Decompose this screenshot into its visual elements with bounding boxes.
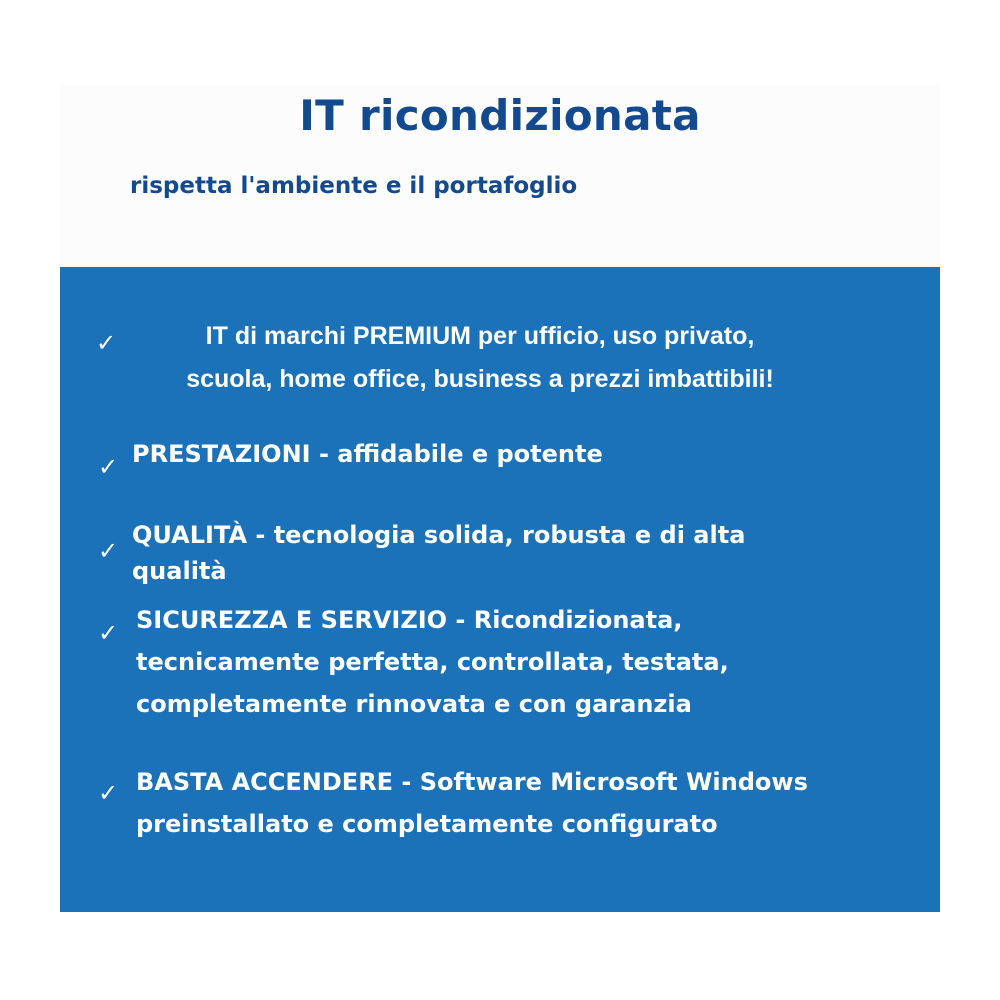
check-icon: ✓ [96,329,117,357]
feature-text [136,599,729,725]
feature-line: completamente rinnovata e con garanzia [136,690,692,718]
feature-text [132,433,603,475]
feature-line: tecnicamente perfetta, controllata, testata, [136,648,729,676]
feature-line: scuola, home office, business a prezzi imbattibili! [186,365,774,393]
check-icon: ✓ [98,537,119,565]
feature-line: BASTA ACCENDERE - Software Microsoft Windows [136,768,808,796]
page-title: IT ricondizionata [299,91,701,140]
header [60,85,940,267]
feature-line: QUALITÀ - tecnologia solida, robusta e di alta [132,521,746,549]
feature-line: qualità [132,557,227,585]
feature-text [136,761,808,845]
check-icon: ✓ [98,779,119,807]
feature-line: PRESTAZIONI - affidabile e potente [132,440,603,468]
features-panel [60,267,940,912]
feature-text [132,517,745,589]
feature-line: preinstallato e completamente configurato [136,810,718,838]
feature-text [130,315,830,401]
check-icon: ✓ [98,453,119,481]
feature-line: IT di marchi PREMIUM per ufficio, uso privato, [205,322,755,350]
feature-line: SICUREZZA E SERVIZIO - Ricondizionata, [136,606,683,634]
check-icon: ✓ [98,619,119,647]
subtitle: rispetta l'ambiente e il portafoglio [130,173,578,199]
